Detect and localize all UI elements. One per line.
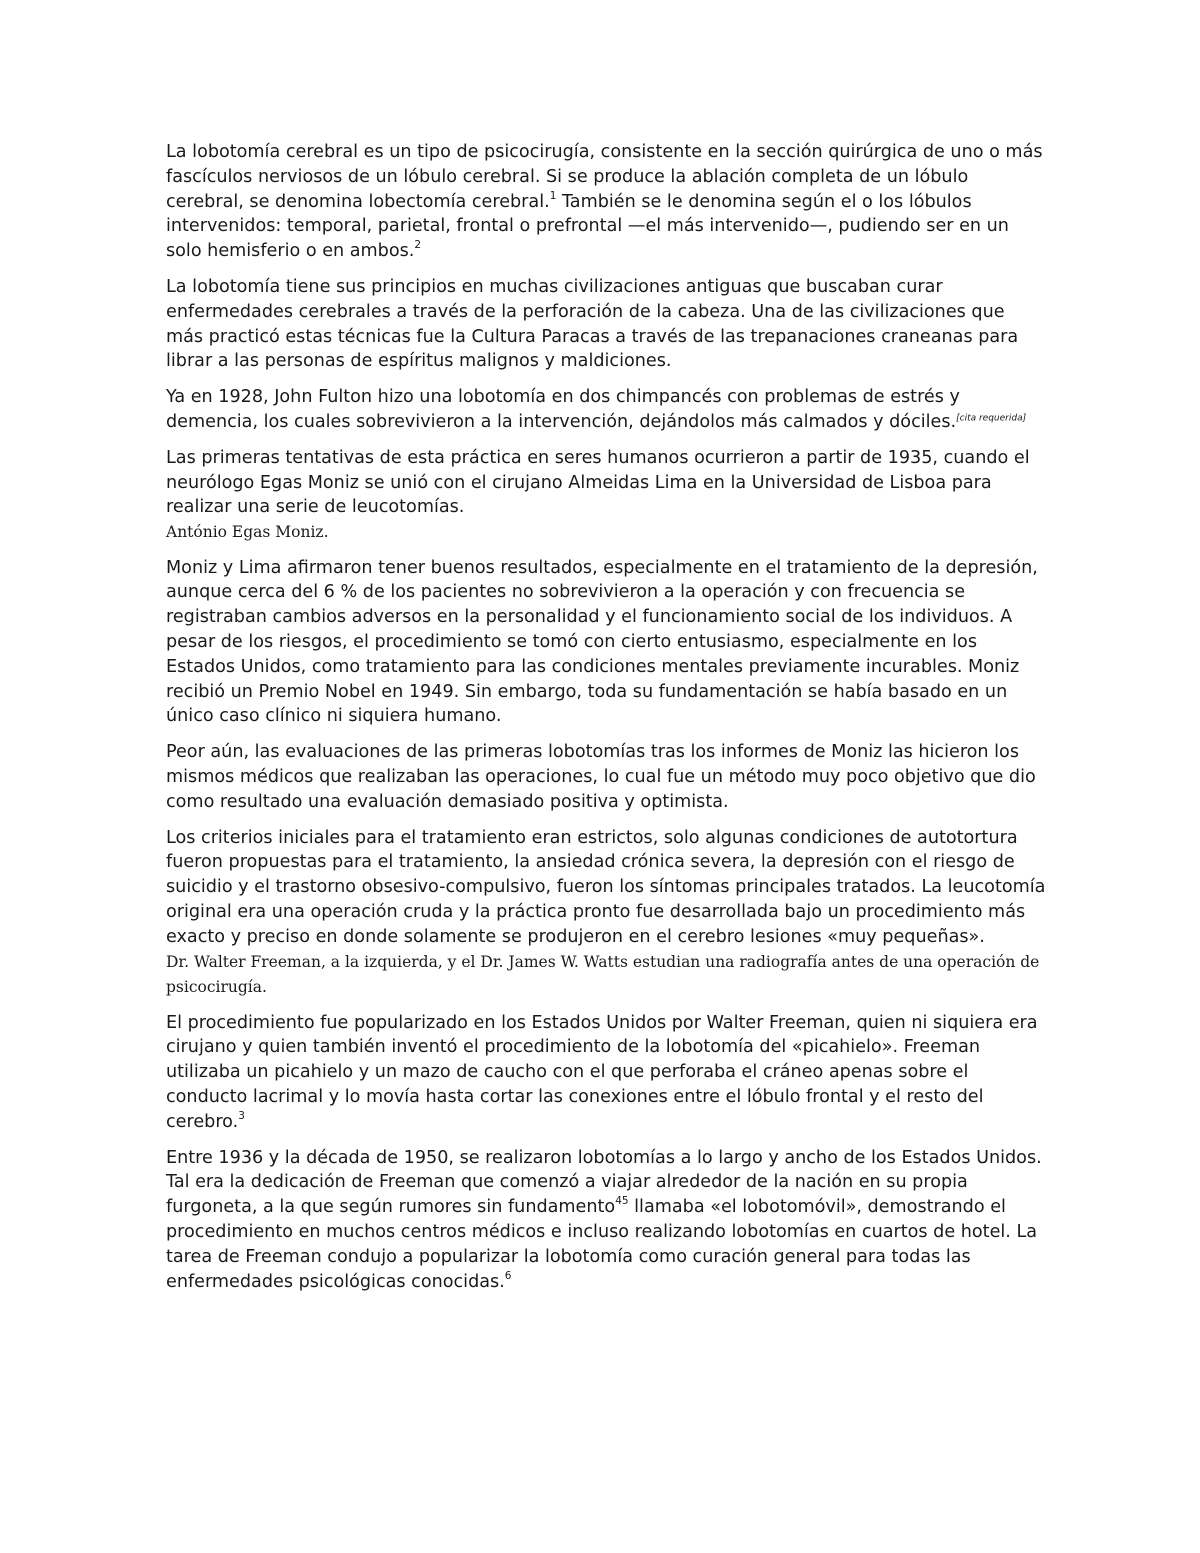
footnote-ref-3[interactable]: 3 (238, 1109, 245, 1122)
citation-needed-label: cita requerida (959, 413, 1023, 424)
citation-needed[interactable] (956, 413, 1026, 423)
paragraph-6: Peor aún, las evaluaciones de las primeras lobotomías tras los informes de Moniz las hicieron los mismos médicos que realizaban las operaciones, lo cual fue un método muy poco objetivo que dio como resultado una evaluación demasiado positiva y optimista. (166, 742, 1036, 812)
image-caption-freeman-watts: Dr. Walter Freeman, a la izquierda, y el Dr. James W. Watts estudian una radiografía antes de una operación de psicocirugía. (166, 952, 1040, 997)
paragraph-3 (166, 385, 1046, 435)
citation-close-bracket: ] (1022, 413, 1027, 424)
footnote-ref-6[interactable]: 6 (504, 1269, 512, 1282)
paragraph-5: Moniz y Lima afirmaron tener buenos resultados, especialmente en el tratamiento de la depresión, aunque cerca del 6 % de los pacientes no sobrevivieron a la operación y con frecuencia se registraban cambios adversos en la personalidad y el funcionamiento social de los individuos. A pesar de los riesgos, el procedimiento se tomó con cierto entusiasmo, especialmente en los Estados Unidos, como tratamiento para las condiciones mentales previamente incurables. Moniz recibió un Premio Nobel en 1949. Sin embargo, toda su fundamentación se había basado en un único caso clínico ni siquiera humano. (166, 557, 1038, 727)
document-body (166, 140, 1046, 1305)
paragraph-8-text: El procedimiento fue popularizado en los Estados Unidos por Walter Freeman, quien ni siquiera era cirujano y quien también inventó el procedimiento de la lobotomía del «picahielo». Freeman utilizaba un picahielo y un mazo de caucho con el que perforaba el cráneo apenas sobre el conducto lacrimal y lo movía hasta cortar las conexiones entre el lóbulo frontal y el resto del cerebro. (166, 1012, 1038, 1132)
paragraph-9 (166, 1146, 1046, 1295)
citation-open-bracket: [ (956, 413, 960, 424)
footnote-ref-1[interactable]: 1 (549, 189, 557, 202)
paragraph-1 (166, 140, 1046, 264)
paragraph-1-text-a: La lobotomía cerebral es un tipo de psicocirugía, consistente en la sección quirúrgica de uno o más fascículos nerviosos de un lóbulo cerebral. Si se produce la ablación completa de un lóbulo cerebral, se denomina lobectomía cerebral. (166, 142, 1043, 212)
paragraph-8 (166, 1011, 1046, 1135)
paragraph-3-text: Ya en 1928, John Fulton hizo una lobotomía en dos chimpancés con problemas de estrés y demencia, los cuales sobrevivieron a la intervención, dejándolos más calmados y dóciles. (166, 387, 960, 432)
paragraph-9-text-a: Entre 1936 y la década de 1950, se realizaron lobotomías a lo largo y ancho de los Estados Unidos. Tal era la dedicación de Freeman que comenzó a viajar alrededor de la nación en su propia furgoneta, a la que según rumores sin fundamento (166, 1147, 1042, 1218)
paragraph-9-text-b: llamaba «el lobotomóvil», demostrando el procedimiento en muchos centros médicos e incluso realizando lobotomías en cuartos de hotel. La tarea de Freeman condujo a popularizar la lobotomía como curación general para todas las enfermedades psicológicas conocidas. (166, 1197, 1038, 1292)
paragraph-7: Los criterios iniciales para el tratamiento eran estrictos, solo algunas condiciones de autotortura fueron propuestas para el tratamiento, la ansiedad crónica severa, la depresión con el riesgo de suicidio y el trastorno obsesivo-compulsivo, fueron los síntomas principales tratados. La leucotomía original era una operación cruda y la práctica pronto fue desarrollada bajo un procedimiento más exacto y preciso en donde solamente se produjeron en el cerebro lesiones «muy pequeñas». (166, 827, 1046, 947)
paragraph-2: La lobotomía tiene sus principios en muchas civilizaciones antiguas que buscaban curar enfermedades cerebrales a través de la perforación de la cabeza. Una de las civilizaciones que más practicó estas técnicas fue la Cultura Paracas a través de las trepanaciones craneanas para librar a las personas de espíritus malignos y maldiciones. (166, 276, 1019, 372)
footnote-ref-2[interactable]: 2 (414, 239, 422, 252)
paragraph-4: Las primeras tentativas de esta práctica en seres humanos ocurrieron a partir de 1935, cuando el neurólogo Egas Moniz se unió con el cirujano Almeidas Lima en la Universidad de Lisboa para realizar una serie de leucotomías. (166, 447, 1030, 518)
image-caption-moniz: António Egas Moniz. (166, 523, 329, 542)
footnote-ref-45[interactable]: 45 (615, 1195, 629, 1208)
paragraph-1-text-b: También se le denomina según el o los lóbulos intervenidos: temporal, parietal, frontal o prefrontal —el más intervenido—, pudiendo ser en un solo hemisferio o en ambos. (166, 191, 1009, 262)
